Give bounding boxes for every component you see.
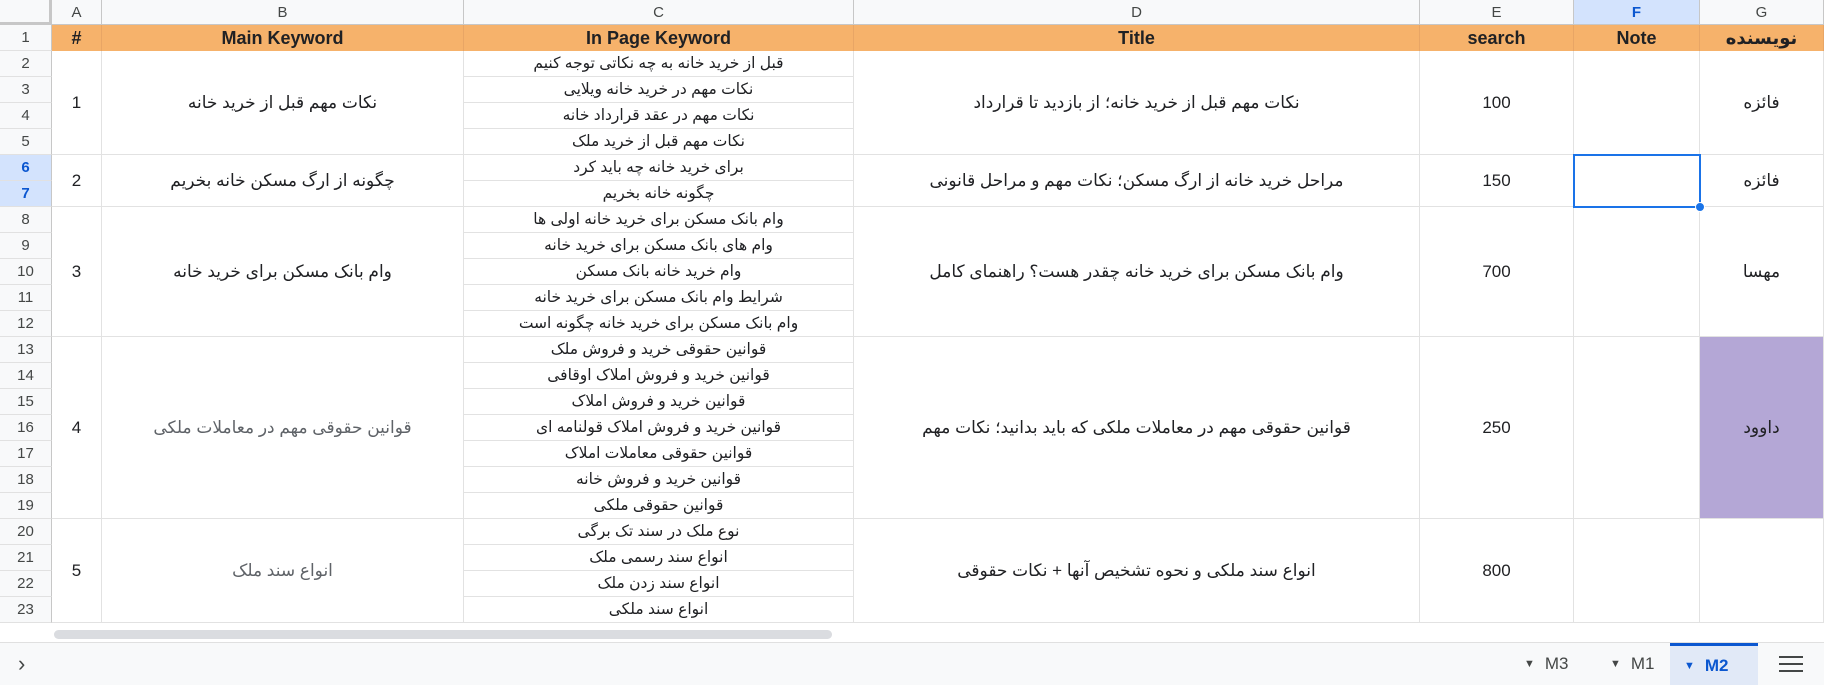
row-number-cell[interactable]: 2 [52,155,102,207]
in-page-keyword-cell[interactable]: وام بانک مسکن برای خرید خانه اولی ها [464,207,854,233]
row-header-6[interactable]: 6 [0,155,52,181]
column-header-a[interactable]: A [52,0,102,25]
row-header-21[interactable]: 21 [0,545,52,571]
header-search[interactable]: search [1420,25,1574,51]
in-page-keyword-cell[interactable]: قبل از خرید خانه به چه نکاتی توجه کنیم [464,51,854,77]
title-cell[interactable]: نکات مهم قبل از خرید خانه؛ از بازدید تا قرارداد [854,51,1420,155]
note-cell[interactable] [1574,519,1700,623]
main-keyword-cell[interactable]: نکات مهم قبل از خرید خانه [102,51,464,155]
note-cell[interactable] [1574,337,1700,519]
in-page-keyword-cell[interactable]: چگونه خانه بخریم [464,181,854,207]
fill-handle[interactable] [1695,202,1705,212]
row-number-cell[interactable]: 5 [52,519,102,623]
search-volume-cell[interactable]: 250 [1420,337,1574,519]
in-page-keyword-cell[interactable]: نکات مهم در خرید خانه ویلایی [464,77,854,103]
main-keyword-cell[interactable]: قوانین حقوقی مهم در معاملات ملکی [102,337,464,519]
in-page-keyword-cell[interactable]: انواع سند ملکی [464,597,854,623]
row-header-2[interactable]: 2 [0,51,52,77]
row-header-23[interactable]: 23 [0,597,52,623]
header-title[interactable]: Title [854,25,1420,51]
row-header-1[interactable]: 1 [0,25,52,51]
column-header-c[interactable]: C [464,0,854,25]
author-cell[interactable]: فائزه [1700,155,1824,207]
search-volume-cell[interactable]: 800 [1420,519,1574,623]
row-header-22[interactable]: 22 [0,571,52,597]
row-header-9[interactable]: 9 [0,233,52,259]
row-header-10[interactable]: 10 [0,259,52,285]
row-header-16[interactable]: 16 [0,415,52,441]
in-page-keyword-cell[interactable]: قوانین حقوقی معاملات املاک [464,441,854,467]
author-cell[interactable]: فائزه [1700,51,1824,155]
row-header-12[interactable]: 12 [0,311,52,337]
note-cell[interactable] [1574,207,1700,337]
main-keyword-cell[interactable]: وام بانک مسکن برای خرید خانه [102,207,464,337]
author-cell[interactable]: داوود [1700,337,1824,519]
select-all-corner[interactable] [0,0,52,25]
main-keyword-cell[interactable]: انواع سند ملک [102,519,464,623]
in-page-keyword-cell[interactable]: نکات مهم در عقد قرارداد خانه [464,103,854,129]
row-header-19[interactable]: 19 [0,493,52,519]
row-header-20[interactable]: 20 [0,519,52,545]
search-volume-cell[interactable]: 150 [1420,155,1574,207]
chevron-right-icon[interactable]: › [18,651,26,676]
header-note[interactable]: Note [1574,25,1700,51]
in-page-keyword-cell[interactable]: انواع سند زدن ملک [464,571,854,597]
note-cell[interactable] [1574,155,1700,207]
header-main-keyword[interactable]: Main Keyword [102,25,464,51]
sheet-tab-m3[interactable] [1510,643,1592,685]
title-cell[interactable]: قوانین حقوقی مهم در معاملات ملکی که باید بدانید؛ نکات مهم [854,337,1420,519]
row-number-cell[interactable]: 1 [52,51,102,155]
sheet-tab-label: M1 [1630,654,1655,673]
row-number-cell[interactable]: 4 [52,337,102,519]
header-num[interactable]: # [52,25,102,51]
in-page-keyword-cell[interactable]: قوانین خرید و فروش املاک [464,389,854,415]
row-number-cell[interactable]: 3 [52,207,102,337]
in-page-keyword-cell[interactable]: قوانین حقوقی ملکی [464,493,854,519]
row-header-3[interactable]: 3 [0,77,52,103]
in-page-keyword-cell[interactable]: قوانین خرید و فروش املاک قولنامه ای [464,415,854,441]
title-cell[interactable]: وام بانک مسکن برای خرید خانه چقدر هست؟ راهنمای کامل [854,207,1420,337]
row-header-14[interactable]: 14 [0,363,52,389]
column-header-d[interactable]: D [854,0,1420,25]
triangle-down-icon[interactable]: ▼ [1684,659,1695,672]
search-volume-cell[interactable]: 700 [1420,207,1574,337]
sheet-tab-m2[interactable] [1670,643,1758,685]
hamburger-menu-icon[interactable] [1776,651,1806,677]
row-header-13[interactable]: 13 [0,337,52,363]
author-cell[interactable] [1700,519,1824,623]
sheet-tab-bar [0,642,1824,685]
sheet-tab-m1[interactable] [1596,643,1668,685]
scrollbar-thumb[interactable] [54,630,832,639]
column-header-f[interactable]: F [1574,0,1700,25]
column-header-g[interactable]: G [1700,0,1824,25]
note-cell[interactable] [1574,51,1700,155]
row-header-11[interactable]: 11 [0,285,52,311]
row-header-5[interactable]: 5 [0,129,52,155]
in-page-keyword-cell[interactable]: شرایط وام بانک مسکن برای خرید خانه [464,285,854,311]
row-header-17[interactable]: 17 [0,441,52,467]
in-page-keyword-cell[interactable]: قوانین خرید و فروش خانه [464,467,854,493]
triangle-down-icon[interactable]: ▼ [1610,658,1621,670]
sheet-tab-label: M2 [1704,655,1729,675]
in-page-keyword-cell[interactable]: وام های بانک مسکن برای خرید خانه [464,233,854,259]
row-header-15[interactable]: 15 [0,389,52,415]
title-cell[interactable]: مراحل خرید خانه از ارگ مسکن؛ نکات مهم و مراحل قانونی [854,155,1420,207]
in-page-keyword-cell[interactable]: نکات مهم قبل از خرید ملک [464,129,854,155]
title-cell[interactable]: انواع سند ملکی و نحوه تشخیص آنها + نکات حقوقی [854,519,1420,623]
in-page-keyword-cell[interactable]: وام بانک مسکن برای خرید خانه چگونه است [464,311,854,337]
triangle-down-icon[interactable]: ▼ [1524,658,1535,670]
header-author[interactable]: نویسنده [1700,25,1824,51]
main-keyword-cell[interactable]: چگونه از ارگ مسکن خانه بخریم [102,155,464,207]
in-page-keyword-cell[interactable]: قوانین حقوقی خرید و فروش ملک [464,337,854,363]
horizontal-scrollbar[interactable] [52,628,832,640]
column-header-b[interactable]: B [102,0,464,25]
in-page-keyword-cell[interactable]: انواع سند رسمی ملک [464,545,854,571]
in-page-keyword-cell[interactable]: وام خرید خانه بانک مسکن [464,259,854,285]
row-header-18[interactable]: 18 [0,467,52,493]
header-in-page-keyword[interactable]: In Page Keyword [464,25,854,51]
row-header-4[interactable]: 4 [0,103,52,129]
row-header-7[interactable]: 7 [0,181,52,207]
column-header-e[interactable]: E [1420,0,1574,25]
sheet-tab-label: M3 [1544,654,1569,673]
author-cell[interactable]: مهسا [1700,207,1824,337]
search-volume-cell[interactable]: 100 [1420,51,1574,155]
in-page-keyword-cell[interactable]: نوع ملک در سند تک برگی [464,519,854,545]
in-page-keyword-cell[interactable]: برای خرید خانه چه باید کرد [464,155,854,181]
row-header-8[interactable]: 8 [0,207,52,233]
in-page-keyword-cell[interactable]: قوانین خرید و فروش املاک اوقافی [464,363,854,389]
